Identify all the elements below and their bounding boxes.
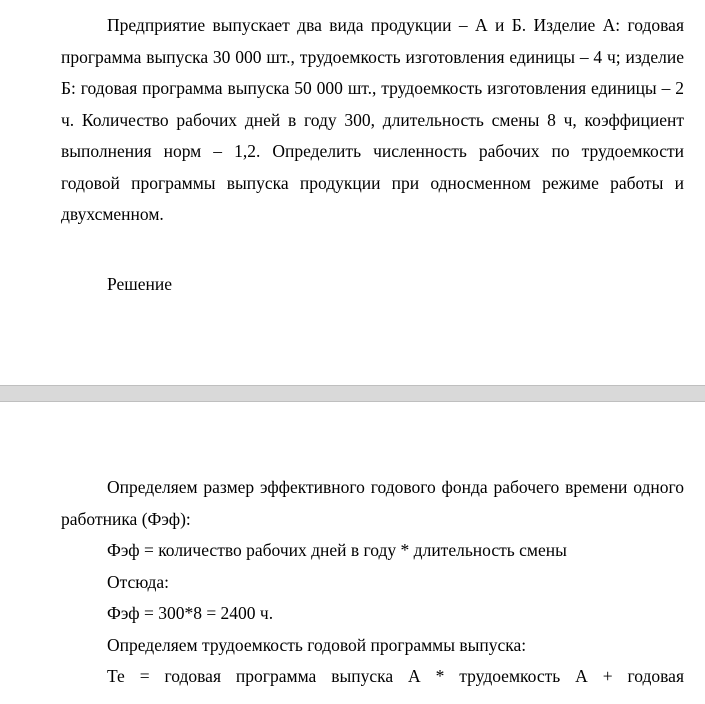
- solution-heading: Решение: [107, 274, 173, 294]
- problem-statement: [61, 10, 684, 231]
- formula-effective-fund: Фэф = количество рабочих дней в году * длительность смены: [107, 540, 567, 560]
- solution-paragraph-fund: Определяем размер эффективного годового фонда рабочего времени одного работника (Фэф):: [61, 477, 684, 529]
- formula-labor-intensity: Те = годовая программа выпуска А * трудоемкость А + годовая: [107, 666, 684, 686]
- formula-effective-fund-value: Фэф = 300*8 = 2400 ч.: [107, 603, 274, 623]
- solution-body: [61, 472, 684, 693]
- solution-paragraph-labor: Определяем трудоемкость годовой программы выпуска:: [107, 634, 527, 655]
- problem-paragraph: Предприятие выпускает два вида продукции – А и Б. Изделие А: годовая программа выпуска 30 000 шт., трудоемкость изготовления единицы – 4 ч; изделие Б: годовая программа выпуска 50 000 шт., трудоемкость изготовления единицы – 2 ч. Количество рабочих дней в году 300, длительность смены 8 ч, коэффициент выполнения норм – 1,2. Определить численность рабочих по трудоемкости годовой программы выпуска продукции при односменном режиме работы и двухсменном.: [61, 15, 684, 224]
- page-separator: [0, 385, 705, 402]
- hence-text: Отсюда:: [107, 571, 169, 592]
